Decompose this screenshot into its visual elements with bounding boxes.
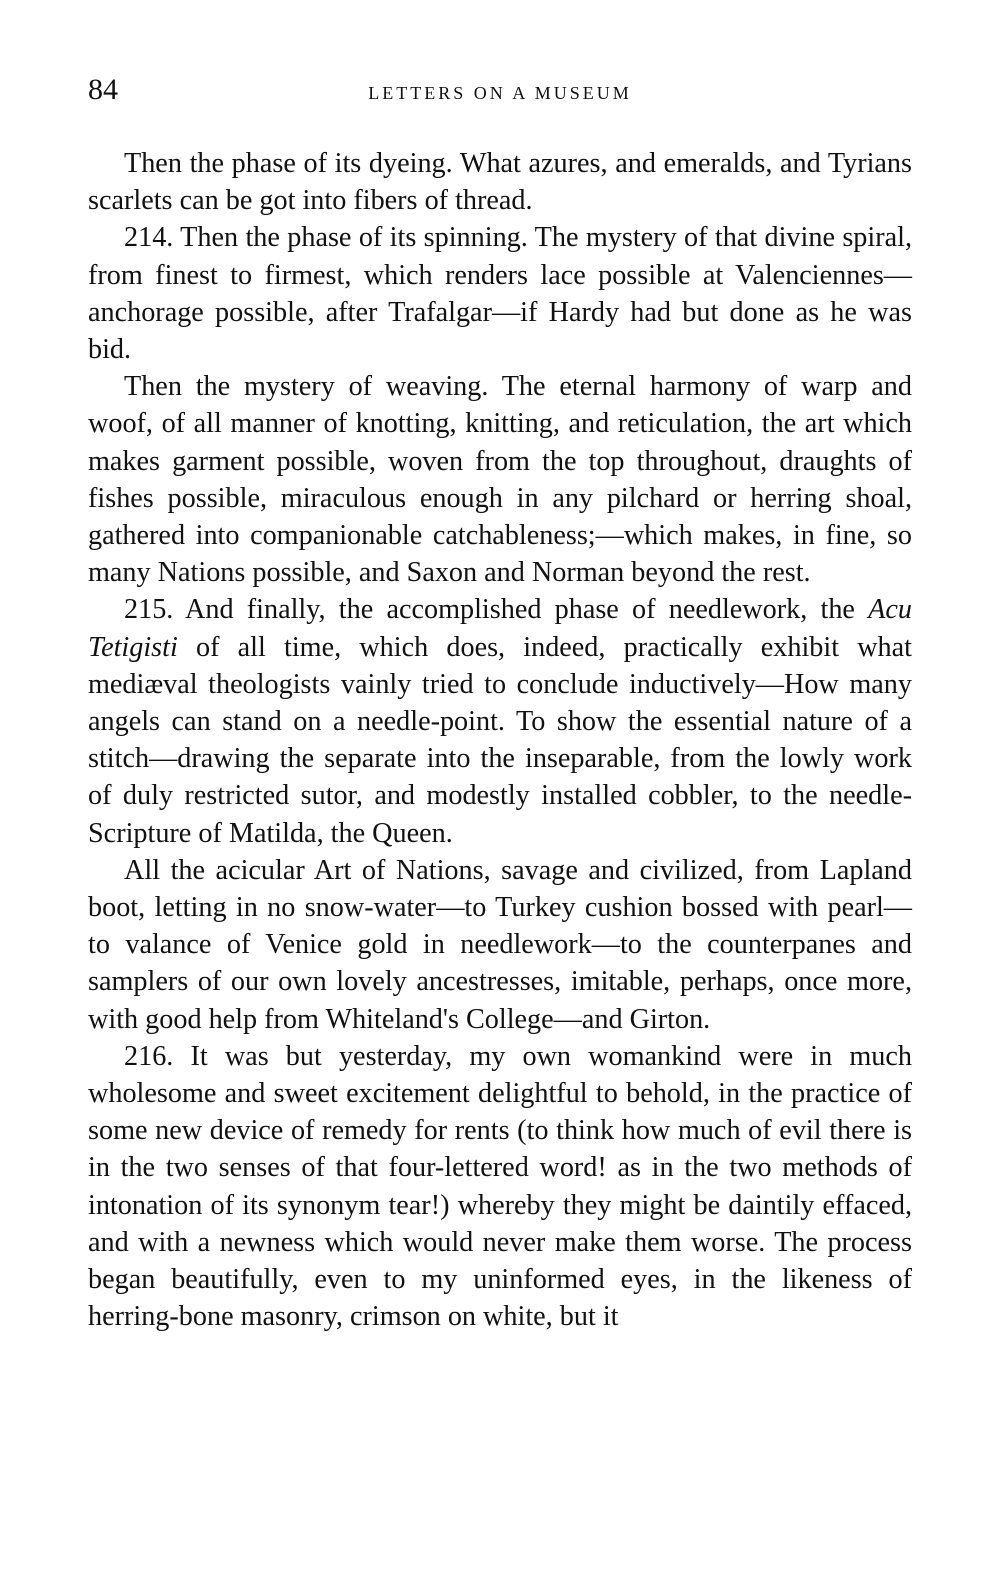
paragraph-dyeing: Then the phase of its dyeing. What azures, and emeralds, and Tyrians scarlets can be got into fibers of thread.	[88, 148, 912, 217]
paragraph-215-rest: of all time, which does, indeed, practically exhibit what mediæval theologists vainly tried to conclude inductively—How many angels can stand on a needle-point. To show the essential nature of a stitch—drawing the separate into the inseparable, from the lowly work of duly restricted sutor, and modestly installed cobbler, to the needle-Scripture of Matilda, the Queen.	[88, 631, 912, 849]
paragraph-215-needlework	[88, 591, 912, 851]
running-head	[88, 80, 912, 106]
paragraph-215-lead: 215. And finally, the accomplished phase of needlework, the	[124, 594, 869, 626]
body-text	[88, 145, 912, 1336]
acu-tetigisti-italic: Acu Tetigisti	[88, 594, 912, 663]
paragraph-acicular-art: All the acicular Art of Nations, savage and civilized, from Lapland boot, letting in no snow-water—to Turkey cushion bossed with pearl—to valance of Venice gold in needlework—to the counterpanes and samplers of our own lovely ancestresses, imitable, perhaps, once more, with good help from Whiteland's College—and Girton.	[88, 854, 912, 1035]
paragraph-weaving: Then the mystery of weaving. The eternal harmony of warp and woof, of all manner of knotting, knitting, and reticulation, the art which makes garment possible, woven from the top throughout, draughts of fishes possible, miraculous enough in any pilchard or herring shoal, gathered into companionable catchableness;—which makes, in fine, so many Nations possible, and Saxon and Norman beyond the rest.	[88, 371, 912, 589]
page-header	[88, 70, 912, 110]
running-head-text: LETTERS ON A MUSEUM	[368, 83, 632, 103]
paragraph-216-yesterday: 216. It was but yesterday, my own womankind were in much wholesome and sweet excitement delightful to behold, in the practice of some new device of remedy for rents (to think how much of evil there is in the two senses of that four-lettered word! as in the two methods of intonation of its synonym tear!) whereby they might be daintily effaced, and with a newness which would never make them worse. The process began beautifully, even to my uninformed eyes, in the likeness of herring-bone masonry, crimson on white, but it	[88, 1040, 912, 1333]
page-number: 84	[88, 73, 118, 106]
paragraph-214-spinning: 214. Then the phase of its spinning. The mystery of that divine spiral, from finest to firmest, which renders lace possible at Valenciennes—anchorage possible, after Trafalgar—if Hardy had but done as he was bid.	[88, 222, 912, 366]
